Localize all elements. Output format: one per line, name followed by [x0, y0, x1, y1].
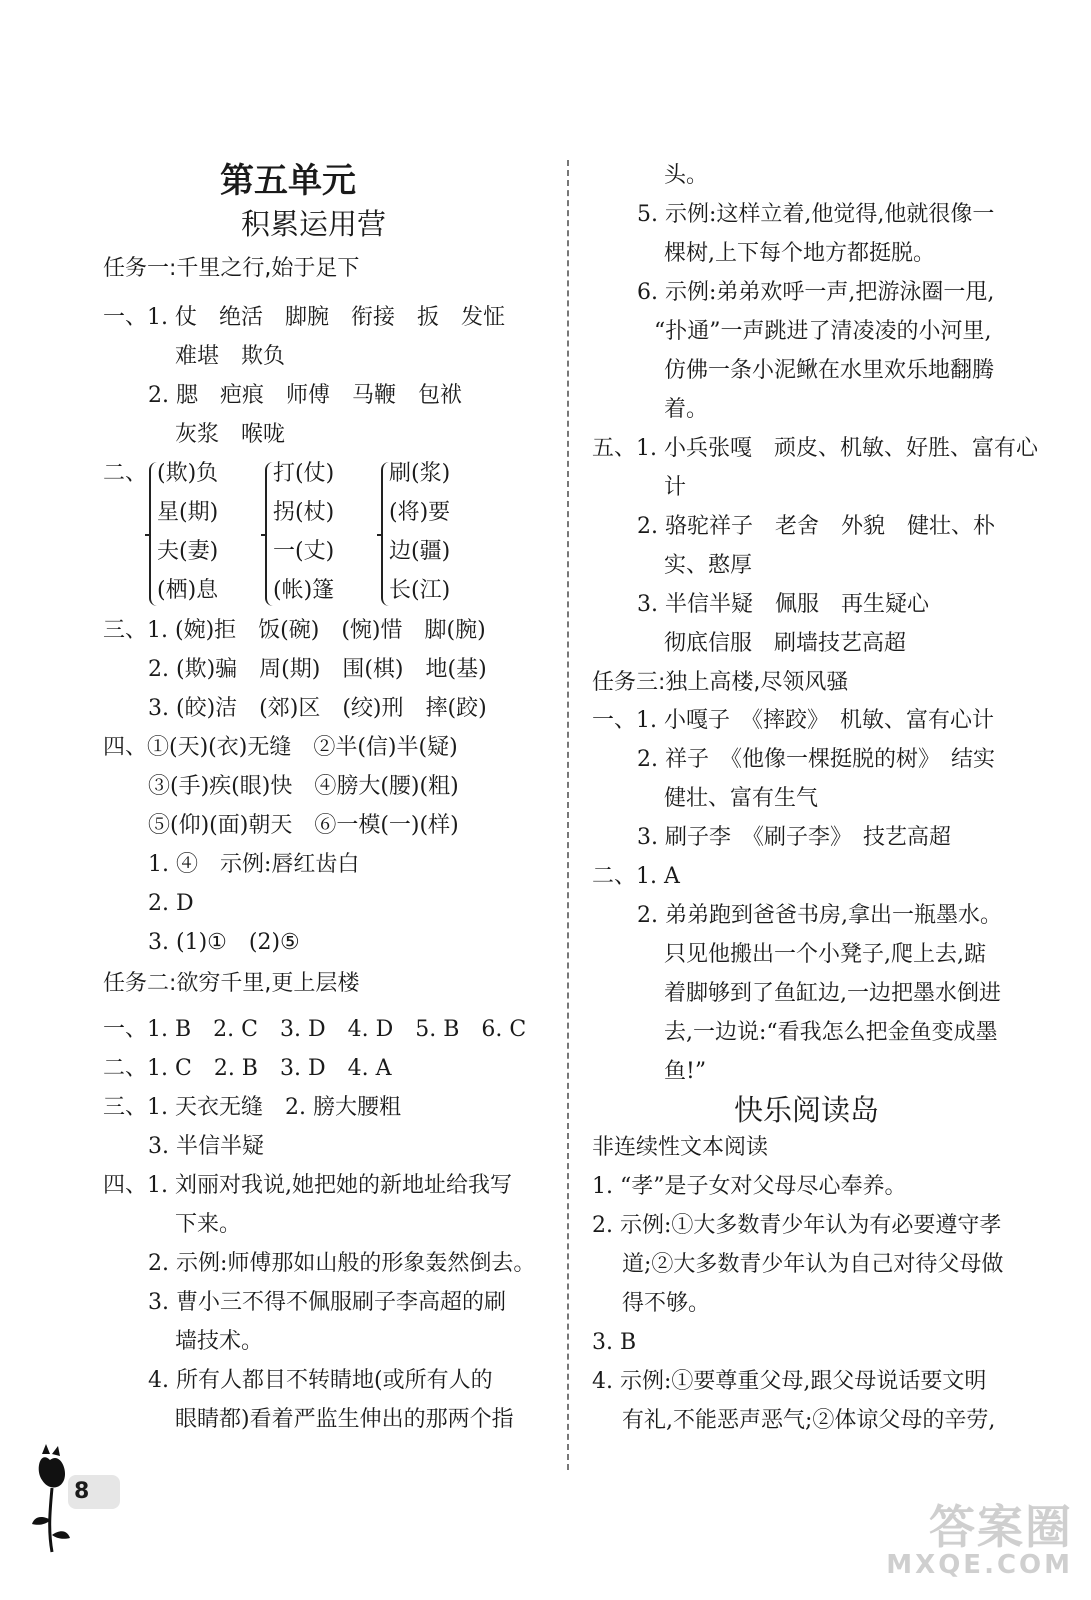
group2-item: 一(丈): [273, 539, 335, 564]
answer-line: 2. 骆驼祥子 老舍 外貌 健壮、朴: [637, 514, 995, 539]
answer-line: 彻底信服 刷墙技艺高超: [664, 631, 907, 656]
answer-line: 健壮、富有生气: [664, 786, 819, 811]
answer-line: ③(手)疾(眼)快 ④膀大(腰)(粗): [148, 774, 459, 799]
answer-line: 3. (皎)洁 (郊)区 (绞)刑 摔(跤): [148, 696, 487, 721]
answer-line: 头。: [664, 163, 709, 188]
answer-line: 1. ④ 示例:唇红齿白: [148, 852, 360, 877]
answer-line: 3. B: [592, 1330, 637, 1355]
task2-heading: 任务二:欲穷千里,更上层楼: [103, 971, 360, 996]
group3-item: 长(江): [389, 578, 451, 603]
answer-line: 2. 示例:师傅那如山般的形象轰然倒去。: [148, 1251, 536, 1276]
answer-line: 4. 示例:①要尊重父母,跟父母说话要文明: [592, 1369, 987, 1394]
answer-line: 2. (欺)骗 周(期) 围(棋) 地(基): [148, 657, 487, 682]
answer-line: 只见他搬出一个小凳子,爬上去,踮: [664, 942, 986, 967]
group2-item: (帐)篷: [273, 578, 335, 603]
task1-heading: 任务一:千里之行,始于足下: [103, 256, 360, 281]
reading-subtitle: 非连续性文本阅读: [592, 1135, 769, 1160]
answer-line: 2. D: [148, 891, 194, 916]
answer-line: 五、1. 小兵张嘎 顽皮、机敏、好胜、富有心: [592, 436, 1038, 461]
answer-line: 2. 腮 疤痕 师傅 马鞭 包袱: [148, 383, 462, 408]
answer-line: 二、1. C 2. B 3. D 4. A: [103, 1056, 392, 1081]
answer-line: 6. 示例:弟弟欢呼一声,把游泳圈一甩,: [637, 280, 995, 305]
answer-line: 眼睛都)看着严监生伸出的那两个指: [175, 1407, 514, 1432]
answer-line: 2. 祥子 《他像一棵挺脱的树》 结实: [637, 747, 995, 772]
unit-title: 第五单元: [220, 161, 356, 201]
answer-line: 3. 刷子李 《刷子李》 技艺高超: [637, 825, 951, 850]
answer-line: 着脚够到了鱼缸边,一边把墨水倒进: [664, 981, 1001, 1006]
answer-line: 去,一边说:“看我怎么把金鱼变成墨: [664, 1020, 998, 1045]
answer-line: 3. 曹小三不得不佩服刷子李高超的刷: [148, 1290, 506, 1315]
answer-line: 有礼,不能恶声恶气;②体谅父母的辛劳,: [622, 1408, 996, 1433]
answer-line: 四、1. 刘丽对我说,她把她的新地址给我写: [103, 1173, 512, 1198]
answer-line: 三、1. (婉)拒 饭(碗) (惋)惜 脚(腕): [103, 618, 486, 643]
group1-item: 星(期): [157, 500, 219, 525]
group1-item: (栖)息: [157, 578, 219, 603]
group1-item: 夫(妻): [157, 539, 219, 564]
group2-item: 拐(杖): [273, 500, 335, 525]
answer-line: 4. 所有人都目不转睛地(或所有人的: [148, 1368, 493, 1393]
group3-item: (将)要: [389, 500, 451, 525]
group3-item: 边(疆): [389, 539, 451, 564]
answer-line: 三、1. 天衣无缝 2. 膀大腰粗: [103, 1095, 401, 1120]
answer-line: 2. 弟弟跑到爸爸书房,拿出一瓶墨水。: [637, 903, 1002, 928]
answer-line: 2. 示例:①大多数青少年认为有必要遵守孝: [592, 1213, 1002, 1238]
answer-line: 着。: [664, 397, 709, 422]
answer-line: 计: [664, 475, 687, 500]
section-title-reading: 快乐阅读岛: [734, 1093, 880, 1127]
section-title-accumulation: 积累运用营: [241, 207, 387, 241]
answer-line: 1. “孝”是子女对父母尽心奉养。: [592, 1174, 907, 1199]
answer-line: 四、①(天)(衣)无缝 ②半(信)半(疑): [103, 735, 458, 760]
answer-line: 3. (1)① (2)⑤: [148, 930, 300, 955]
answer-line: 鱼!”: [664, 1059, 707, 1084]
answer-line: 一、1. 小嘎子 《摔跤》 机敏、富有心计: [592, 708, 994, 733]
answer-line: 棵树,上下每个地方都挺脱。: [664, 241, 935, 266]
answer-line: 一、1. B 2. C 3. D 4. D 5. B 6. C: [103, 1017, 527, 1042]
watermark: [886, 1500, 1073, 1580]
answer-line: 墙技术。: [175, 1329, 264, 1354]
group3-item: 刷(浆): [389, 461, 451, 486]
answer-line: 5. 示例:这样立着,他觉得,他就很像一: [637, 202, 995, 227]
page-number: 8: [68, 1475, 120, 1509]
answer-line: 3. 半信半疑 佩服 再生疑心: [637, 592, 929, 617]
answer-line: 仿佛一条小泥鳅在水里欢乐地翻腾: [664, 358, 995, 383]
task3-heading: 任务三:独上高楼,尽领风骚: [592, 670, 849, 695]
answer-line: 灰浆 喉咙: [175, 422, 286, 447]
watermark-line2: MXQE.COM: [886, 1550, 1073, 1580]
answer-line: 二、1. A: [592, 864, 680, 889]
answer-label: 二、: [103, 461, 148, 486]
answer-line: 难堪 欺负: [175, 344, 286, 369]
answer-line: 道;②大多数青少年认为自己对待父母做: [622, 1252, 1004, 1277]
answer-line: ⑤(仰)(面)朝天 ⑥一模(一)(样): [148, 813, 459, 838]
answer-line: 实、憨厚: [664, 553, 753, 578]
answer-line: 3. 半信半疑: [148, 1134, 264, 1159]
answer-line: 一、1. 仗 绝活 脚腕 衔接 扳 发怔: [103, 305, 505, 330]
watermark-line1: 答案圈: [929, 1500, 1073, 1554]
answer-line: “扑通”一声跳进了清凌凌的小河里,: [654, 319, 992, 344]
column-divider: [567, 160, 569, 1470]
answer-line: 得不够。: [622, 1291, 711, 1316]
group2-item: 打(仗): [273, 461, 335, 486]
answer-line: 下来。: [175, 1212, 242, 1237]
group1-item: (欺)负: [157, 461, 219, 486]
